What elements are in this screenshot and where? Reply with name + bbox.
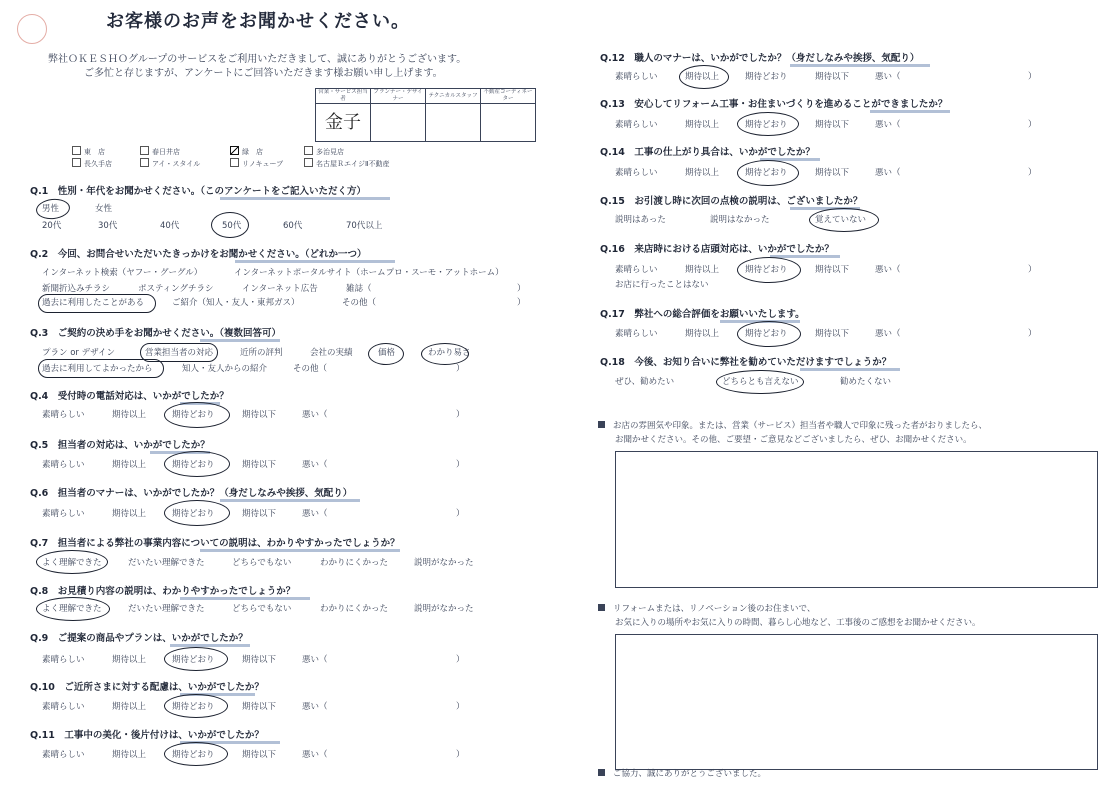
store-kasugai[interactable]: 春日井店: [140, 146, 180, 158]
q17-r5[interactable]: 悪い（: [875, 329, 901, 339]
q1-age-30[interactable]: 30代: [98, 221, 118, 231]
q3-opt-friend[interactable]: 知人・友人からの紹介: [182, 364, 268, 374]
comment2-prompt-1: リフォームまたは、リノベーション後のお住まいで、: [598, 604, 815, 615]
q2-opt-flyer[interactable]: 新聞折込みチラシ: [42, 284, 111, 294]
q3-opt-sales[interactable]: 営業担当者の対応: [145, 348, 214, 358]
q8-title: Q.8 お見積り内容の説明は、わかりやすかったでしょうか？: [30, 586, 296, 597]
q14-r4[interactable]: 期待以下: [815, 168, 850, 178]
q4-r4[interactable]: 期待以下: [242, 410, 277, 420]
q6-end: ）: [456, 509, 465, 519]
q10-r4[interactable]: 期待以下: [242, 702, 277, 712]
q9-r3[interactable]: 期待どおり: [172, 655, 215, 665]
q5-r1[interactable]: 素晴らしい: [42, 460, 85, 470]
q9-title: Q.9 ご提案の商品やプランは、いかがでしたか？: [30, 633, 248, 644]
staff-col-technical: テクニカルスタッフ: [426, 89, 481, 104]
q14-r5[interactable]: 悪い（: [875, 168, 901, 178]
q13-r3[interactable]: 期待どおり: [745, 120, 788, 130]
q6-r2[interactable]: 期待以上: [112, 509, 147, 519]
q12-title: Q.12 職人のマナーは、いかがでしたか？（身だしなみや挨拶、気配り）: [600, 53, 920, 64]
q14-r3[interactable]: 期待どおり: [745, 168, 788, 178]
q16-r4[interactable]: 期待以下: [815, 265, 850, 275]
intro-line-2: ご多忙と存じますが、アンケートにご回答いただきます様お願い申し上げます。: [84, 68, 443, 79]
q7-u5[interactable]: 説明がなかった: [414, 558, 474, 568]
staff-col-realestate: 不動産コーディネーター: [481, 89, 536, 104]
staff-signature: 金子: [316, 104, 371, 142]
q3-opt-plan[interactable]: プラン or デザイン: [42, 348, 116, 358]
q2-opt-referral[interactable]: ご紹介（知人・友人・東邦ガス）: [172, 298, 300, 308]
q3-opt-other[interactable]: その他（: [293, 364, 328, 374]
q7-u1[interactable]: よく理解できた: [42, 558, 102, 568]
q11-r5[interactable]: 悪い（: [302, 750, 328, 760]
q18-o1[interactable]: ぜひ、勧めたい: [615, 377, 675, 387]
q4-r5[interactable]: 悪い（: [302, 410, 328, 420]
q5-r4[interactable]: 期待以下: [242, 460, 277, 470]
q11-end: ）: [456, 750, 465, 760]
q11-r4[interactable]: 期待以下: [242, 750, 277, 760]
q11-r1[interactable]: 素晴らしい: [42, 750, 85, 760]
q16-r2[interactable]: 期待以上: [685, 265, 720, 275]
q18-o2[interactable]: どちらとも言えない: [722, 377, 799, 387]
q10-end: ）: [456, 702, 465, 712]
q1-age-60[interactable]: 60代: [283, 221, 303, 231]
q3-title: Q.3 ご契約の決め手をお聞かせください。（複数回答可）: [30, 328, 282, 339]
q4-r2[interactable]: 期待以上: [112, 410, 147, 420]
q15-title: Q.15 お引渡し時に次回の点検の説明は、ございましたか？: [600, 196, 863, 207]
q6-r5[interactable]: 悪い（: [302, 509, 328, 519]
q6-r4[interactable]: 期待以下: [242, 509, 277, 519]
q3-opt-other-end: ）: [456, 364, 465, 374]
q6-r3[interactable]: 期待どおり: [172, 509, 215, 519]
comment1-box[interactable]: [615, 451, 1098, 588]
q13-r4[interactable]: 期待以下: [815, 120, 850, 130]
q4-r1[interactable]: 素晴らしい: [42, 410, 85, 420]
q5-r3[interactable]: 期待どおり: [172, 460, 215, 470]
q15-o2[interactable]: 説明はなかった: [710, 215, 770, 225]
q16-r3[interactable]: 期待どおり: [745, 265, 788, 275]
page-title: お客様のお声をお聞かせください。: [106, 11, 410, 32]
q9-end: ）: [456, 655, 465, 665]
q12-r4[interactable]: 期待以下: [815, 72, 850, 82]
q16-r5[interactable]: 悪い（: [875, 265, 901, 275]
q9-r1[interactable]: 素晴らしい: [42, 655, 85, 665]
q3-opt-clarity[interactable]: わかり易さ: [428, 348, 471, 358]
q1-age-20[interactable]: 20代: [42, 221, 62, 231]
staff-col-sales: 営業・サービス担当者: [316, 89, 371, 104]
q1-age-50[interactable]: 50代: [222, 221, 242, 231]
q14-title: Q.14 工事の仕上がり具合は、いかがでしたか？: [600, 147, 815, 158]
q1-title: Q.1 性別・年代をお聞かせください。（このアンケートをご記入いただく方）: [30, 186, 366, 197]
q2-opt-posting[interactable]: ポスティングチラシ: [138, 284, 214, 294]
comment1-prompt-1: お店の雰囲気や印象。または、営業（サービス）担当者や職人で印象に残った者がおりましたら、: [598, 421, 987, 432]
q4-title: Q.4 受付時の電話対応は、いかがでしたか？: [30, 391, 229, 402]
q17-end: ）: [1028, 329, 1037, 339]
store-midori[interactable]: 緑 店: [230, 146, 263, 158]
q2-opt-search[interactable]: インターネット検索（ヤフー・グーグル）: [42, 268, 203, 278]
stamp-logo: [17, 14, 47, 44]
q1-age-40[interactable]: 40代: [160, 221, 180, 231]
q1-age-70[interactable]: 70代以上: [346, 221, 383, 231]
q18-o3[interactable]: 勧めたくない: [840, 377, 892, 387]
q3-opt-price[interactable]: 価格: [378, 348, 396, 358]
q2-opt-magazine-end: ）: [517, 284, 526, 294]
q8-u5[interactable]: 説明がなかった: [414, 604, 474, 614]
q7-u2[interactable]: だいたい理解できた: [128, 558, 205, 568]
q3-opt-pastgood[interactable]: 過去に利用してよかったから: [42, 364, 153, 374]
q2-opt-other-end: ）: [517, 298, 526, 308]
q13-title: Q.13 安心してリフォーム工事・お住まいづくりを進めることができましたか？: [600, 99, 948, 110]
q11-title: Q.11 工事中の美化・後片付けは、いかがでしたか？: [30, 730, 264, 741]
q3-opt-record[interactable]: 会社の実績: [310, 348, 353, 358]
q13-r2[interactable]: 期待以上: [685, 120, 720, 130]
q10-r3[interactable]: 期待どおり: [172, 702, 215, 712]
q6-r1[interactable]: 素晴らしい: [42, 509, 85, 519]
q17-r3[interactable]: 期待どおり: [745, 329, 788, 339]
q11-r2[interactable]: 期待以上: [112, 750, 147, 760]
q12-r1[interactable]: 素晴らしい: [615, 72, 658, 82]
q8-u2[interactable]: だいたい理解できた: [128, 604, 205, 614]
q16-title: Q.16 来店時における店頭対応は、いかがでしたか？: [600, 244, 834, 255]
q13-r5[interactable]: 悪い（: [875, 120, 901, 130]
q12-end: ）: [1028, 72, 1037, 82]
q15-o3[interactable]: 覚えていない: [815, 215, 867, 225]
q2-opt-magazine[interactable]: 雑誌（: [346, 284, 372, 294]
q13-end: ）: [1028, 120, 1037, 130]
q7-u3[interactable]: どちらでもない: [232, 558, 292, 568]
q15-o1[interactable]: 説明はあった: [615, 215, 666, 225]
q2-title: Q.2 今回、お問合せいただいたきっかけをお聞かせください。（どれか一つ）: [30, 249, 367, 260]
q13-r1[interactable]: 素晴らしい: [615, 120, 658, 130]
q10-r5[interactable]: 悪い（: [302, 702, 328, 712]
q4-end: ）: [456, 410, 465, 420]
store-istyle[interactable]: アイ・スタイル: [140, 158, 200, 170]
q8-u3[interactable]: どちらでもない: [232, 604, 292, 614]
q5-r5[interactable]: 悪い（: [302, 460, 328, 470]
q17-r2[interactable]: 期待以上: [685, 329, 720, 339]
q2-opt-other[interactable]: その他（: [342, 298, 377, 308]
staff-table: [315, 88, 536, 142]
q12-r3[interactable]: 期待どおり: [745, 72, 788, 82]
q5-title: Q.5 担当者の対応は、いかがでしたか？: [30, 440, 210, 451]
q1-female[interactable]: 女性: [95, 204, 113, 214]
store-renocube[interactable]: リノキューブ: [230, 158, 283, 170]
q8-u1[interactable]: よく理解できた: [42, 604, 102, 614]
q2-opt-webad[interactable]: インターネット広告: [242, 284, 318, 294]
q1-male[interactable]: 男性: [42, 204, 60, 214]
comment2-box[interactable]: [615, 634, 1098, 770]
store-east[interactable]: 東 店: [72, 146, 105, 158]
q8-u4[interactable]: わかりにくかった: [320, 604, 389, 614]
q7-title: Q.7 担当者による弊社の事業内容についての説明は、わかりやすかったでしょうか？: [30, 538, 400, 549]
store-nagakute[interactable]: 長久手店: [72, 158, 112, 170]
q17-r4[interactable]: 期待以下: [815, 329, 850, 339]
q10-r2[interactable]: 期待以上: [112, 702, 147, 712]
q9-r2[interactable]: 期待以上: [112, 655, 147, 665]
q14-r2[interactable]: 期待以上: [685, 168, 720, 178]
q16-opt-never[interactable]: お店に行ったことはない: [615, 280, 709, 290]
store-tajimi[interactable]: 多治見店: [304, 146, 344, 158]
q5-end: ）: [456, 460, 465, 470]
q3-opt-reputation[interactable]: 近所の評判: [240, 348, 283, 358]
q17-title: Q.17 弊社への総合評価をお願いいたします。: [600, 309, 805, 320]
q14-r1[interactable]: 素晴らしい: [615, 168, 658, 178]
q6-title: Q.6 担当者のマナーは、いかがでしたか？（身だしなみや挨拶、気配り）: [30, 488, 353, 499]
q16-r1[interactable]: 素晴らしい: [615, 265, 658, 275]
q9-r5[interactable]: 悪い（: [302, 655, 328, 665]
q11-r3[interactable]: 期待どおり: [172, 750, 215, 760]
footer-thanks: ご協力、誠にありがとうございました。: [598, 769, 766, 780]
q7-u4[interactable]: わかりにくかった: [320, 558, 389, 568]
store-nagoya[interactable]: 名古屋ＲエイジⅡ不動産: [304, 158, 389, 170]
q16-end: ）: [1028, 265, 1037, 275]
q9-r4[interactable]: 期待以下: [242, 655, 277, 665]
comment1-prompt-2: お聞かせください。その他、ご要望・ご意見などございましたら、ぜひ、お聞かせください。: [615, 435, 972, 445]
intro-line-1: 弊社ＯＫＥＳＨＯグループのサービスをご利用いただきまして、誠にありがとうございます。: [48, 54, 467, 65]
q12-r5[interactable]: 悪い（: [875, 72, 901, 82]
comment2-prompt-2: お気に入りの場所やお気に入りの時間、暮らし心地など、工事後のご感想をお聞かせください。: [615, 618, 981, 628]
q12-r2[interactable]: 期待以上: [685, 72, 720, 82]
q5-r2[interactable]: 期待以上: [112, 460, 147, 470]
q10-title: Q.10 ご近所さまに対する配慮は、いかがでしたか？: [30, 682, 264, 693]
q2-opt-past[interactable]: 過去に利用したことがある: [42, 298, 145, 308]
q18-title: Q.18 今後、お知り合いに弊社を勧めていただけますでしょうか？: [600, 357, 892, 368]
q14-end: ）: [1028, 168, 1037, 178]
q17-r1[interactable]: 素晴らしい: [615, 329, 658, 339]
staff-col-planner: プランナー・デザイナー: [371, 89, 426, 104]
q4-r3[interactable]: 期待どおり: [172, 410, 215, 420]
q2-opt-portal[interactable]: インターネットポータルサイト（ホームプロ・スーモ・アットホーム）: [234, 268, 504, 278]
q10-r1[interactable]: 素晴らしい: [42, 702, 85, 712]
